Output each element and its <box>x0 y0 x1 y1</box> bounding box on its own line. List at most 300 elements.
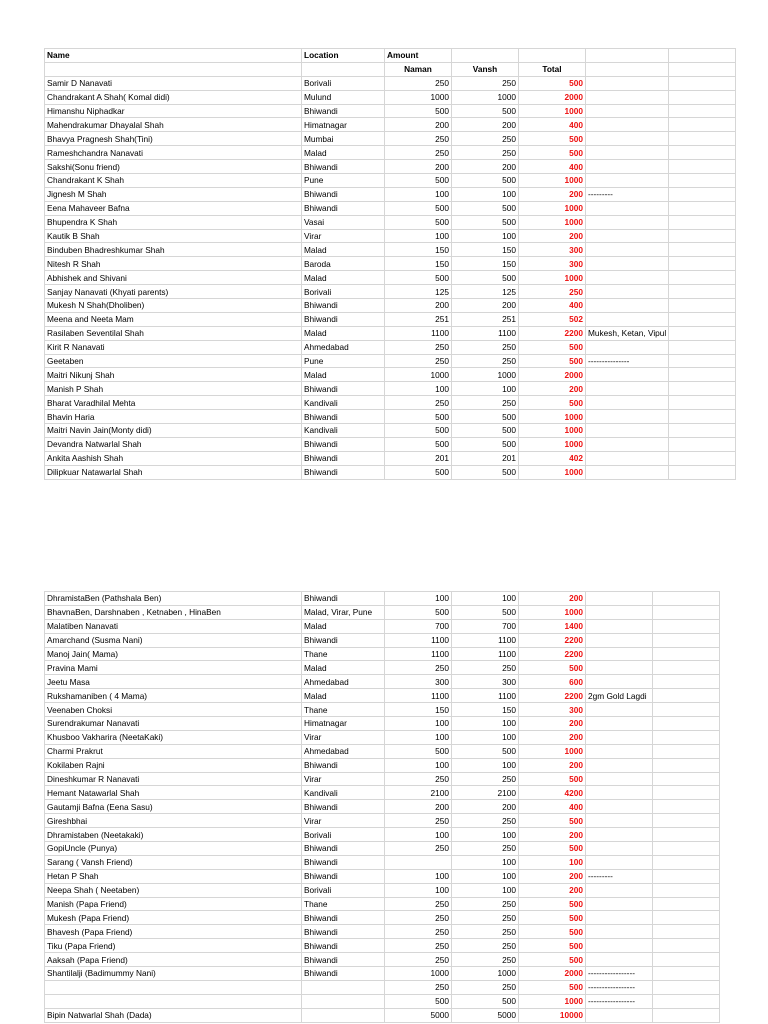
cell-location[interactable]: Himatnagar <box>302 717 385 731</box>
cell-note[interactable]: --------------- <box>586 354 669 368</box>
cell-vansh[interactable]: 1000 <box>452 368 519 382</box>
cell-location[interactable]: Ahmedabad <box>302 744 385 758</box>
cell-total[interactable]: 1000 <box>519 201 586 215</box>
cell-empty[interactable] <box>669 285 736 299</box>
cell-empty[interactable] <box>669 132 736 146</box>
cell-empty[interactable] <box>669 340 736 354</box>
cell-name[interactable]: Bhavesh (Papa Friend) <box>45 925 302 939</box>
cell-naman[interactable]: 100 <box>385 229 452 243</box>
cell-location[interactable] <box>302 980 385 994</box>
cell-empty[interactable] <box>669 424 736 438</box>
cell-name[interactable]: Nitesh R Shah <box>45 257 302 271</box>
cell-naman[interactable]: 250 <box>385 76 452 90</box>
header-amount[interactable]: Amount <box>385 49 452 63</box>
cell-vansh[interactable]: 250 <box>452 340 519 354</box>
cell-vansh[interactable]: 100 <box>452 229 519 243</box>
cell-vansh[interactable]: 250 <box>452 814 519 828</box>
cell-location[interactable]: Mumbai <box>302 132 385 146</box>
cell-total[interactable]: 1000 <box>519 465 586 479</box>
header-empty[interactable] <box>45 62 302 76</box>
cell-total[interactable]: 2000 <box>519 90 586 104</box>
cell-note[interactable]: ----------------- <box>586 967 653 981</box>
cell-name[interactable]: Hemant Natawarlal Shah <box>45 786 302 800</box>
cell-vansh[interactable]: 1100 <box>452 633 519 647</box>
cell-location[interactable]: Bhiwandi <box>302 953 385 967</box>
cell-note[interactable] <box>586 90 669 104</box>
cell-total[interactable]: 500 <box>519 925 586 939</box>
cell-empty[interactable] <box>669 146 736 160</box>
cell-note[interactable] <box>586 396 669 410</box>
cell-total[interactable]: 500 <box>519 814 586 828</box>
cell-name[interactable]: Surendrakumar Nanavati <box>45 717 302 731</box>
cell-total[interactable]: 4200 <box>519 786 586 800</box>
cell-note[interactable] <box>586 730 653 744</box>
cell-name[interactable]: Abhishek and Shivani <box>45 271 302 285</box>
cell-empty[interactable] <box>653 592 720 606</box>
cell-naman[interactable]: 1100 <box>385 633 452 647</box>
cell-note[interactable]: 2gm Gold Lagdi <box>586 689 653 703</box>
cell-note[interactable] <box>586 814 653 828</box>
cell-note[interactable] <box>586 257 669 271</box>
cell-naman[interactable]: 250 <box>385 661 452 675</box>
cell-location[interactable]: Virar <box>302 730 385 744</box>
cell-empty[interactable] <box>669 187 736 201</box>
cell-name[interactable]: Sakshi(Sonu friend) <box>45 160 302 174</box>
cell-location[interactable]: Malad <box>302 243 385 257</box>
cell-empty[interactable] <box>669 354 736 368</box>
cell-note[interactable] <box>586 368 669 382</box>
cell-location[interactable]: Bhiwandi <box>302 855 385 869</box>
cell-name[interactable] <box>45 980 302 994</box>
cell-location[interactable]: Bhiwandi <box>302 437 385 451</box>
cell-location[interactable]: Bhiwandi <box>302 911 385 925</box>
cell-naman[interactable]: 1100 <box>385 689 452 703</box>
cell-location[interactable]: Bhiwandi <box>302 939 385 953</box>
cell-location[interactable]: Virar <box>302 814 385 828</box>
cell-total[interactable]: 1000 <box>519 437 586 451</box>
cell-total[interactable]: 200 <box>519 229 586 243</box>
header-total[interactable]: Total <box>519 62 586 76</box>
cell-empty[interactable] <box>669 90 736 104</box>
cell-empty[interactable] <box>669 160 736 174</box>
cell-name[interactable]: Eena Mahaveer Bafna <box>45 201 302 215</box>
cell-location[interactable]: Thane <box>302 703 385 717</box>
cell-empty[interactable] <box>653 744 720 758</box>
cell-location[interactable]: Mulund <box>302 90 385 104</box>
cell-name[interactable]: Tiku (Papa Friend) <box>45 939 302 953</box>
cell-vansh[interactable]: 500 <box>452 605 519 619</box>
header-vansh[interactable]: Vansh <box>452 62 519 76</box>
cell-vansh[interactable]: 250 <box>452 76 519 90</box>
cell-total[interactable]: 2000 <box>519 967 586 981</box>
cell-empty[interactable] <box>653 689 720 703</box>
cell-total[interactable]: 200 <box>519 187 586 201</box>
cell-name[interactable]: Khusboo Vakharira (NeetaKaki) <box>45 730 302 744</box>
cell-naman[interactable]: 150 <box>385 257 452 271</box>
cell-total[interactable]: 10000 <box>519 1008 586 1022</box>
cell-empty[interactable] <box>669 257 736 271</box>
cell-note[interactable] <box>586 382 669 396</box>
cell-vansh[interactable]: 2100 <box>452 786 519 800</box>
cell-vansh[interactable]: 500 <box>452 465 519 479</box>
cell-location[interactable]: Bhiwandi <box>302 201 385 215</box>
cell-vansh[interactable]: 100 <box>452 828 519 842</box>
cell-total[interactable]: 502 <box>519 312 586 326</box>
cell-vansh[interactable]: 1000 <box>452 90 519 104</box>
cell-vansh[interactable]: 150 <box>452 243 519 257</box>
cell-location[interactable]: Pune <box>302 354 385 368</box>
cell-name[interactable]: Pravina Mami <box>45 661 302 675</box>
cell-empty[interactable] <box>653 633 720 647</box>
header-empty[interactable] <box>586 62 669 76</box>
cell-empty[interactable] <box>653 800 720 814</box>
cell-name[interactable]: Sanjay Nanavati (Khyati parents) <box>45 285 302 299</box>
cell-empty[interactable] <box>653 897 720 911</box>
cell-naman[interactable]: 300 <box>385 675 452 689</box>
cell-name[interactable]: Jignesh M Shah <box>45 187 302 201</box>
header-empty[interactable] <box>302 62 385 76</box>
cell-location[interactable]: Himatnagar <box>302 118 385 132</box>
cell-total[interactable]: 500 <box>519 980 586 994</box>
cell-name[interactable]: BhavnaBen, Darshnaben , Ketnaben , HinaBen <box>45 605 302 619</box>
cell-note[interactable] <box>586 883 653 897</box>
cell-naman[interactable]: 250 <box>385 953 452 967</box>
cell-vansh[interactable]: 200 <box>452 160 519 174</box>
cell-naman[interactable]: 1000 <box>385 967 452 981</box>
cell-empty[interactable] <box>669 410 736 424</box>
cell-note[interactable] <box>586 271 669 285</box>
cell-naman[interactable]: 250 <box>385 897 452 911</box>
cell-note[interactable] <box>586 1008 653 1022</box>
cell-name[interactable]: Amarchand (Susma Nani) <box>45 633 302 647</box>
cell-location[interactable]: Bhiwandi <box>302 869 385 883</box>
cell-empty[interactable] <box>653 730 720 744</box>
cell-naman[interactable]: 100 <box>385 869 452 883</box>
header-empty[interactable] <box>586 49 669 63</box>
cell-naman[interactable]: 100 <box>385 758 452 772</box>
cell-note[interactable] <box>586 744 653 758</box>
cell-total[interactable]: 300 <box>519 243 586 257</box>
cell-naman[interactable]: 250 <box>385 772 452 786</box>
cell-name[interactable]: Chandrakant K Shah <box>45 174 302 188</box>
cell-empty[interactable] <box>653 758 720 772</box>
header-empty[interactable] <box>452 49 519 63</box>
cell-name[interactable]: Maitri Nikunj Shah <box>45 368 302 382</box>
cell-name[interactable]: Bharat Varadhilal Mehta <box>45 396 302 410</box>
cell-name[interactable]: Sarang ( Vansh Friend) <box>45 855 302 869</box>
cell-location[interactable]: Bhiwandi <box>302 842 385 856</box>
cell-naman[interactable]: 500 <box>385 104 452 118</box>
cell-note[interactable] <box>586 243 669 257</box>
cell-naman[interactable]: 500 <box>385 605 452 619</box>
cell-note[interactable] <box>586 312 669 326</box>
cell-location[interactable]: Malad <box>302 326 385 340</box>
cell-naman[interactable]: 250 <box>385 980 452 994</box>
cell-vansh[interactable]: 250 <box>452 354 519 368</box>
cell-empty[interactable] <box>653 925 720 939</box>
cell-note[interactable] <box>586 647 653 661</box>
cell-note[interactable] <box>586 160 669 174</box>
cell-naman[interactable]: 1100 <box>385 326 452 340</box>
cell-vansh[interactable]: 251 <box>452 312 519 326</box>
cell-vansh[interactable]: 250 <box>452 939 519 953</box>
cell-vansh[interactable]: 250 <box>452 925 519 939</box>
cell-note[interactable]: ----------------- <box>586 980 653 994</box>
cell-empty[interactable] <box>669 243 736 257</box>
cell-naman[interactable]: 500 <box>385 744 452 758</box>
cell-vansh[interactable]: 250 <box>452 953 519 967</box>
header-naman[interactable]: Naman <box>385 62 452 76</box>
cell-total[interactable]: 250 <box>519 285 586 299</box>
cell-location[interactable]: Kandivali <box>302 786 385 800</box>
cell-vansh[interactable]: 200 <box>452 299 519 313</box>
cell-note[interactable] <box>586 451 669 465</box>
cell-name[interactable]: Veenaben Choksi <box>45 703 302 717</box>
cell-naman[interactable]: 250 <box>385 354 452 368</box>
cell-note[interactable] <box>586 118 669 132</box>
cell-naman[interactable]: 200 <box>385 160 452 174</box>
cell-empty[interactable] <box>653 855 720 869</box>
cell-location[interactable]: Bhiwandi <box>302 410 385 424</box>
cell-name[interactable]: Kirit R Nanavati <box>45 340 302 354</box>
cell-location[interactable]: Bhiwandi <box>302 592 385 606</box>
cell-naman[interactable]: 250 <box>385 925 452 939</box>
cell-empty[interactable] <box>653 772 720 786</box>
cell-total[interactable]: 2200 <box>519 633 586 647</box>
cell-empty[interactable] <box>669 174 736 188</box>
cell-naman[interactable]: 250 <box>385 340 452 354</box>
cell-note[interactable] <box>586 758 653 772</box>
header-empty[interactable] <box>519 49 586 63</box>
cell-total[interactable]: 2200 <box>519 647 586 661</box>
cell-name[interactable]: Aaksah (Papa Friend) <box>45 953 302 967</box>
cell-vansh[interactable]: 500 <box>452 437 519 451</box>
cell-name[interactable]: Devandra Natwarlal Shah <box>45 437 302 451</box>
cell-total[interactable]: 1000 <box>519 605 586 619</box>
cell-naman[interactable]: 100 <box>385 730 452 744</box>
cell-naman[interactable]: 500 <box>385 465 452 479</box>
cell-note[interactable] <box>586 703 653 717</box>
cell-vansh[interactable]: 250 <box>452 146 519 160</box>
cell-name[interactable]: Mahendrakumar Dhayalal Shah <box>45 118 302 132</box>
cell-total[interactable]: 500 <box>519 132 586 146</box>
cell-total[interactable]: 500 <box>519 911 586 925</box>
cell-total[interactable]: 200 <box>519 730 586 744</box>
cell-note[interactable] <box>586 633 653 647</box>
cell-name[interactable]: Rasilaben Seventilal Shah <box>45 326 302 340</box>
cell-name[interactable]: GopiUncle (Punya) <box>45 842 302 856</box>
cell-empty[interactable] <box>669 312 736 326</box>
cell-empty[interactable] <box>653 661 720 675</box>
cell-note[interactable] <box>586 424 669 438</box>
cell-location[interactable]: Ahmedabad <box>302 675 385 689</box>
cell-naman[interactable]: 2100 <box>385 786 452 800</box>
cell-note[interactable]: --------- <box>586 869 653 883</box>
cell-vansh[interactable]: 1100 <box>452 689 519 703</box>
cell-total[interactable]: 300 <box>519 703 586 717</box>
cell-naman[interactable]: 500 <box>385 271 452 285</box>
cell-location[interactable]: Bhiwandi <box>302 104 385 118</box>
cell-total[interactable]: 2200 <box>519 689 586 703</box>
cell-vansh[interactable]: 250 <box>452 396 519 410</box>
cell-location[interactable]: Bhiwandi <box>302 451 385 465</box>
cell-vansh[interactable]: 250 <box>452 980 519 994</box>
cell-location[interactable]: Bhiwandi <box>302 967 385 981</box>
cell-empty[interactable] <box>653 842 720 856</box>
cell-vansh[interactable]: 100 <box>452 758 519 772</box>
cell-naman[interactable]: 100 <box>385 187 452 201</box>
cell-naman[interactable]: 700 <box>385 619 452 633</box>
cell-vansh[interactable]: 500 <box>452 994 519 1008</box>
cell-vansh[interactable]: 1100 <box>452 326 519 340</box>
cell-name[interactable]: Maitri Navin Jain(Monty didi) <box>45 424 302 438</box>
cell-naman[interactable]: 500 <box>385 410 452 424</box>
cell-note[interactable]: ----------------- <box>586 994 653 1008</box>
cell-vansh[interactable]: 500 <box>452 104 519 118</box>
cell-vansh[interactable]: 201 <box>452 451 519 465</box>
cell-note[interactable] <box>586 772 653 786</box>
cell-total[interactable]: 200 <box>519 382 586 396</box>
cell-vansh[interactable]: 100 <box>452 187 519 201</box>
cell-total[interactable]: 1000 <box>519 424 586 438</box>
cell-location[interactable]: Kandivali <box>302 424 385 438</box>
cell-note[interactable] <box>586 132 669 146</box>
cell-note[interactable] <box>586 437 669 451</box>
cell-note[interactable] <box>586 215 669 229</box>
cell-name[interactable]: Neepa Shah ( Neetaben) <box>45 883 302 897</box>
cell-location[interactable] <box>302 1008 385 1022</box>
cell-naman[interactable]: 250 <box>385 132 452 146</box>
cell-note[interactable] <box>586 911 653 925</box>
cell-total[interactable]: 500 <box>519 939 586 953</box>
cell-naman[interactable]: 200 <box>385 118 452 132</box>
cell-naman[interactable]: 1100 <box>385 647 452 661</box>
cell-vansh[interactable]: 250 <box>452 897 519 911</box>
cell-vansh[interactable]: 500 <box>452 201 519 215</box>
cell-naman[interactable]: 250 <box>385 396 452 410</box>
cell-name[interactable]: Manoj Jain( Mama) <box>45 647 302 661</box>
cell-vansh[interactable]: 500 <box>452 271 519 285</box>
cell-vansh[interactable]: 100 <box>452 730 519 744</box>
cell-note[interactable] <box>586 897 653 911</box>
cell-total[interactable]: 500 <box>519 897 586 911</box>
cell-name[interactable]: Charmi Prakrut <box>45 744 302 758</box>
cell-note[interactable] <box>586 285 669 299</box>
cell-empty[interactable] <box>669 437 736 451</box>
cell-naman[interactable]: 500 <box>385 994 452 1008</box>
cell-note[interactable] <box>586 855 653 869</box>
cell-note[interactable] <box>586 842 653 856</box>
cell-naman[interactable]: 100 <box>385 828 452 842</box>
cell-empty[interactable] <box>653 814 720 828</box>
cell-empty[interactable] <box>669 451 736 465</box>
cell-location[interactable]: Borivali <box>302 828 385 842</box>
cell-naman[interactable]: 200 <box>385 800 452 814</box>
header-empty[interactable] <box>669 62 736 76</box>
cell-empty[interactable] <box>653 717 720 731</box>
cell-naman[interactable]: 250 <box>385 146 452 160</box>
cell-total[interactable]: 1000 <box>519 215 586 229</box>
cell-note[interactable] <box>586 174 669 188</box>
cell-total[interactable]: 500 <box>519 396 586 410</box>
cell-naman[interactable]: 125 <box>385 285 452 299</box>
cell-note[interactable] <box>586 146 669 160</box>
cell-naman[interactable]: 100 <box>385 883 452 897</box>
header-name[interactable]: Name <box>45 49 302 63</box>
cell-empty[interactable] <box>669 201 736 215</box>
cell-naman[interactable]: 251 <box>385 312 452 326</box>
cell-empty[interactable] <box>653 619 720 633</box>
cell-naman[interactable]: 201 <box>385 451 452 465</box>
cell-empty[interactable] <box>669 76 736 90</box>
cell-naman[interactable]: 250 <box>385 911 452 925</box>
cell-location[interactable]: Borivali <box>302 883 385 897</box>
cell-vansh[interactable]: 100 <box>452 883 519 897</box>
cell-location[interactable]: Malad, Virar, Pune <box>302 605 385 619</box>
cell-name[interactable]: Bipin Natwarlal Shah (Dada) <box>45 1008 302 1022</box>
cell-location[interactable]: Bhiwandi <box>302 925 385 939</box>
cell-name[interactable]: Dilipkuar Natawarlal Shah <box>45 465 302 479</box>
cell-location[interactable]: Bhiwandi <box>302 758 385 772</box>
cell-location[interactable]: Borivali <box>302 76 385 90</box>
cell-vansh[interactable]: 250 <box>452 842 519 856</box>
cell-total[interactable]: 500 <box>519 354 586 368</box>
cell-empty[interactable] <box>653 869 720 883</box>
header-empty[interactable] <box>669 49 736 63</box>
cell-empty[interactable] <box>653 605 720 619</box>
cell-total[interactable]: 500 <box>519 76 586 90</box>
cell-empty[interactable] <box>653 980 720 994</box>
cell-total[interactable]: 400 <box>519 160 586 174</box>
cell-location[interactable]: Bhiwandi <box>302 800 385 814</box>
cell-location[interactable]: Malad <box>302 661 385 675</box>
cell-location[interactable]: Bhiwandi <box>302 633 385 647</box>
cell-note[interactable] <box>586 410 669 424</box>
cell-location[interactable]: Virar <box>302 772 385 786</box>
cell-total[interactable]: 1000 <box>519 174 586 188</box>
cell-name[interactable]: Samir D Nanavati <box>45 76 302 90</box>
cell-empty[interactable] <box>669 368 736 382</box>
cell-location[interactable]: Pune <box>302 174 385 188</box>
cell-empty[interactable] <box>669 229 736 243</box>
cell-name[interactable]: Malatiben Nanavati <box>45 619 302 633</box>
cell-empty[interactable] <box>669 326 736 340</box>
cell-empty[interactable] <box>669 465 736 479</box>
cell-total[interactable]: 200 <box>519 758 586 772</box>
cell-note[interactable] <box>586 605 653 619</box>
cell-empty[interactable] <box>653 994 720 1008</box>
cell-note[interactable] <box>586 104 669 118</box>
cell-name[interactable]: Chandrakant A Shah( Komal didi) <box>45 90 302 104</box>
cell-naman[interactable]: 200 <box>385 299 452 313</box>
cell-total[interactable]: 500 <box>519 661 586 675</box>
cell-note[interactable] <box>586 786 653 800</box>
cell-naman[interactable]: 500 <box>385 437 452 451</box>
cell-empty[interactable] <box>669 118 736 132</box>
cell-total[interactable]: 200 <box>519 592 586 606</box>
cell-note[interactable] <box>586 592 653 606</box>
cell-name[interactable]: Binduben Bhadreshkumar Shah <box>45 243 302 257</box>
cell-total[interactable]: 1000 <box>519 410 586 424</box>
cell-name[interactable]: Hetan P Shah <box>45 869 302 883</box>
cell-total[interactable]: 1000 <box>519 104 586 118</box>
cell-note[interactable] <box>586 661 653 675</box>
cell-note[interactable] <box>586 675 653 689</box>
cell-location[interactable]: Malad <box>302 368 385 382</box>
cell-total[interactable]: 1000 <box>519 271 586 285</box>
cell-total[interactable]: 200 <box>519 883 586 897</box>
cell-total[interactable]: 500 <box>519 340 586 354</box>
